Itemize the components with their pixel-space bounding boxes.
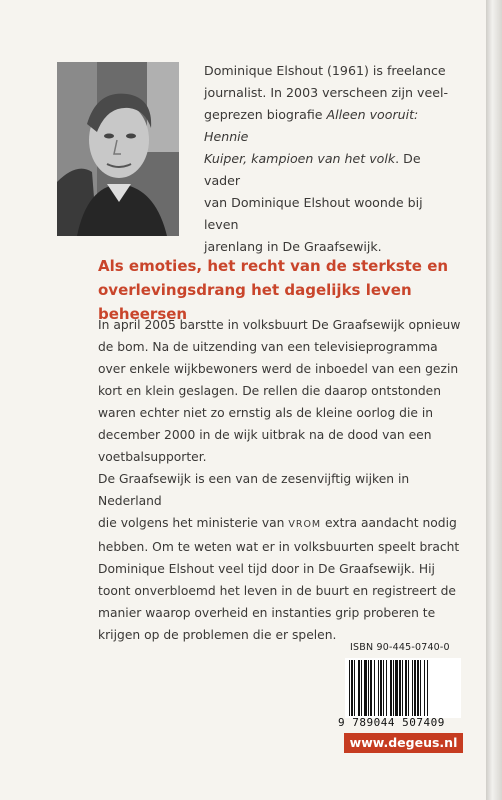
isbn-label: ISBN 90-445-0740-0	[350, 642, 450, 653]
barcode-bar	[374, 660, 375, 716]
bio-line: jarenlang in De Graafsewijk.	[204, 239, 382, 254]
barcode-bar	[417, 660, 419, 716]
barcode-bars	[345, 658, 461, 718]
bio-text: geprezen biografie	[204, 107, 327, 122]
barcode-bar	[412, 660, 413, 716]
bio-line	[204, 104, 456, 148]
blurb-line: manier waarop overheid en instanties grip proberen te	[98, 606, 436, 620]
bio-text: . De vader	[204, 151, 421, 188]
blurb-line: kort en klein geslagen. De rellen die daarop ontstonden	[98, 384, 442, 398]
barcode-bar	[383, 660, 384, 716]
barcode-bar	[354, 660, 355, 716]
headline-line: Als emoties, het recht van de sterkste en	[98, 257, 449, 275]
barcode-bar	[361, 660, 362, 716]
blurb-line: toont onverbloemd het leven in de buurt en registreert de	[98, 584, 456, 598]
barcode-number: 9 789044 507409	[338, 716, 445, 729]
book-title-italic: Alleen vooruit: Hennie	[204, 107, 419, 144]
barcode	[345, 658, 461, 718]
book-title-italic: Kuiper, kampioen van het volk	[204, 151, 396, 166]
barcode-bar	[364, 660, 367, 716]
barcode-bar	[368, 660, 369, 716]
headline-line: overlevingsdrang het dagelijks leven beheersen	[98, 281, 412, 323]
blurb-line: waren echter niet zo ernstig als de kleine oorlog die in	[98, 406, 434, 420]
blurb-line: In april 2005 barstte in volksbuurt De Graafsewijk opnieuw	[98, 318, 461, 332]
blurb-line: hebben. Om te weten wat er in volksbuurten speelt bracht	[98, 540, 460, 554]
bio-line	[204, 148, 456, 192]
bio-line: journalist. In 2003 verscheen zijn veel-	[204, 85, 449, 100]
blurb-line: krijgen op de problemen die er spelen.	[98, 628, 337, 642]
barcode-bar	[380, 660, 382, 716]
author-portrait-image	[57, 62, 179, 236]
barcode-bar	[378, 660, 379, 716]
barcode-bar	[427, 660, 428, 716]
book-edge	[486, 0, 502, 800]
blurb-line: de bom. Na de uitzending van een televisieprogramma	[98, 340, 438, 354]
blurb-line: Dominique Elshout veel tijd door in De Graafsewijk. Hij	[98, 562, 435, 576]
author-bio	[204, 60, 456, 258]
blurb-paragraph-2	[98, 468, 468, 646]
barcode-bar	[395, 660, 398, 716]
barcode-bar	[351, 660, 353, 716]
author-photo	[57, 62, 179, 236]
blurb-line: voetbalsupporter.	[98, 450, 207, 464]
barcode-bar	[402, 660, 403, 716]
blurb-text: die volgens het ministerie van	[98, 516, 289, 530]
barcode-bar	[390, 660, 392, 716]
barcode-bar	[414, 660, 416, 716]
barcode-bar	[393, 660, 394, 716]
barcode-bar	[405, 660, 407, 716]
blurb-line	[98, 512, 468, 536]
blurb-line: over enkele wijkbewoners werd de inboedel van een gezin	[98, 362, 459, 376]
publisher-website-badge[interactable]: www.degeus.nl	[344, 733, 463, 753]
blurb-line: december 2000 in de wijk uitbrak na de dood van een	[98, 428, 432, 442]
blurb-line: De Graafsewijk is een van de zesenvijftig wijken in Nederland	[98, 472, 410, 508]
blurb-text: extra aandacht nodig	[321, 516, 457, 530]
barcode-bar	[408, 660, 409, 716]
barcode-bar	[386, 660, 387, 716]
barcode-bar	[370, 660, 372, 716]
blurb-paragraph-1	[98, 314, 468, 468]
bio-line: Dominique Elshout (1961) is freelance	[204, 63, 446, 78]
vrom-smallcaps: VROM	[288, 519, 322, 530]
barcode-bar	[420, 660, 421, 716]
bio-line: van Dominique Elshout woonde bij leven	[204, 195, 423, 232]
barcode-bar	[399, 660, 401, 716]
barcode-bar	[424, 660, 425, 716]
barcode-bar	[358, 660, 360, 716]
barcode-bar	[349, 660, 350, 716]
blurb-body	[98, 314, 468, 646]
